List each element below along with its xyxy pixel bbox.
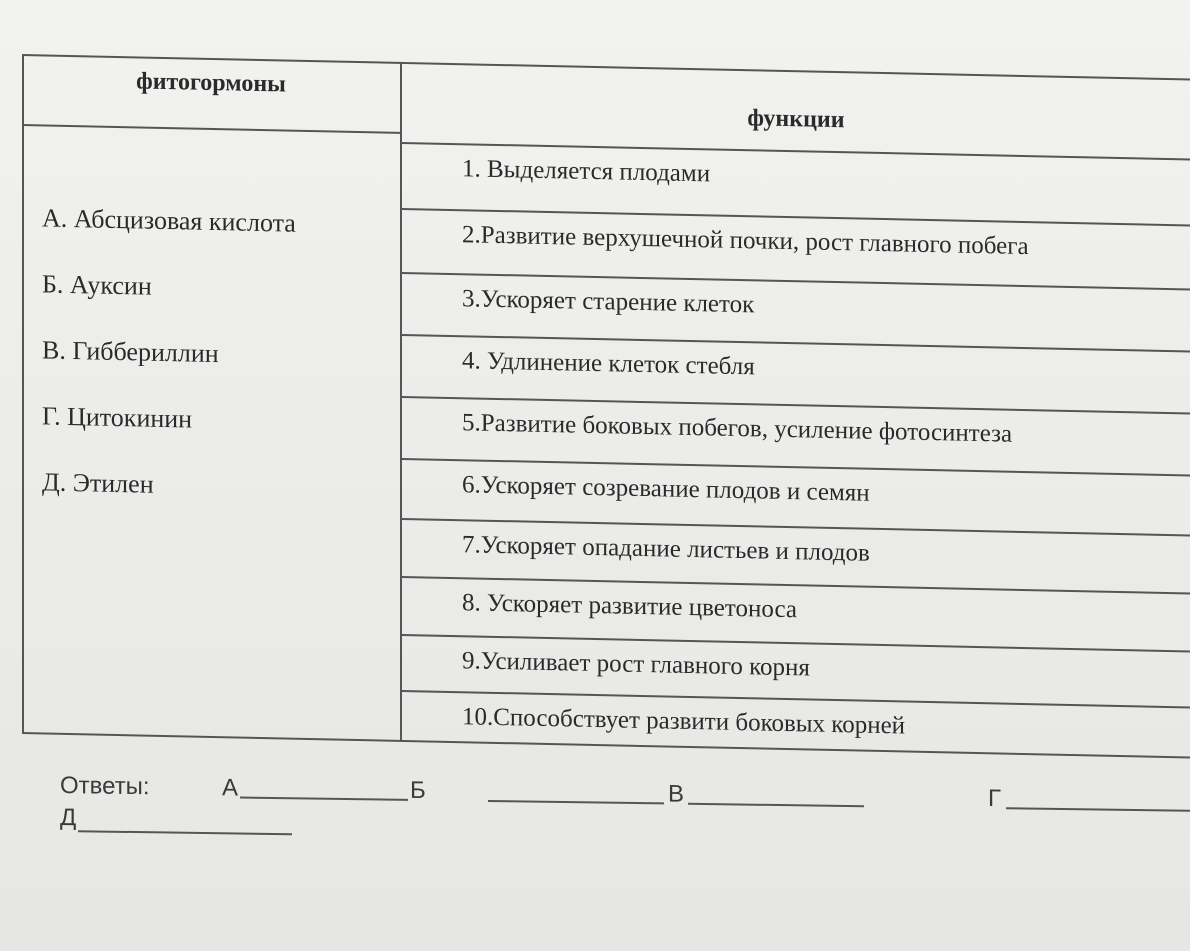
column-header-phytohormones: фитогормоны	[136, 68, 286, 98]
hormone-function-table	[22, 54, 1190, 768]
function-text: 10.Способствует развити боковых корней	[462, 703, 906, 740]
hormone-list	[42, 204, 392, 541]
hormone-item: Д. Этилен	[42, 467, 154, 499]
answer-letter-d: Д	[60, 804, 77, 832]
answer-letter-a: А	[222, 774, 239, 802]
answer-letter-g: Г	[988, 784, 1001, 813]
answers-section	[60, 772, 1190, 868]
hormone-item: А. Абсцизовая кислота	[42, 203, 296, 238]
hormone-item: Б. Ауксин	[42, 269, 152, 301]
answer-blank-a[interactable]	[240, 797, 408, 801]
function-text: 8. Ускоряет развитие цветоноса	[462, 589, 797, 624]
hormone-item: В. Гиббериллин	[42, 335, 219, 369]
column-header-functions: функции	[747, 105, 845, 134]
function-text: 9.Усиливает рост главного корня	[462, 647, 810, 682]
hormone-item: Г. Цитокинин	[42, 401, 193, 434]
function-text: 6.Ускоряет созревание плодов и семян	[462, 471, 870, 507]
function-text: 1. Выделяется плодами	[462, 155, 711, 188]
answer-blank-d[interactable]	[78, 830, 292, 835]
answer-letter-b: Б	[410, 776, 426, 805]
answer-blank-g[interactable]	[1006, 807, 1190, 812]
function-text: 7.Ускоряет опадание листьев и плодов	[462, 531, 870, 567]
answer-blank-b[interactable]	[488, 800, 664, 804]
answers-label: Ответы:	[60, 772, 150, 801]
function-text: 2.Развитие верхушечной почки, рост главного побега	[462, 221, 1029, 261]
function-text: 5.Развитие боковых побегов, усиление фотосинтеза	[462, 409, 1013, 448]
function-text: 3.Ускоряет старение клеток	[462, 285, 755, 319]
function-text: 4. Удлинение клеток стебля	[462, 347, 755, 381]
answer-blank-v[interactable]	[688, 803, 864, 807]
answer-letter-v: В	[668, 780, 685, 808]
